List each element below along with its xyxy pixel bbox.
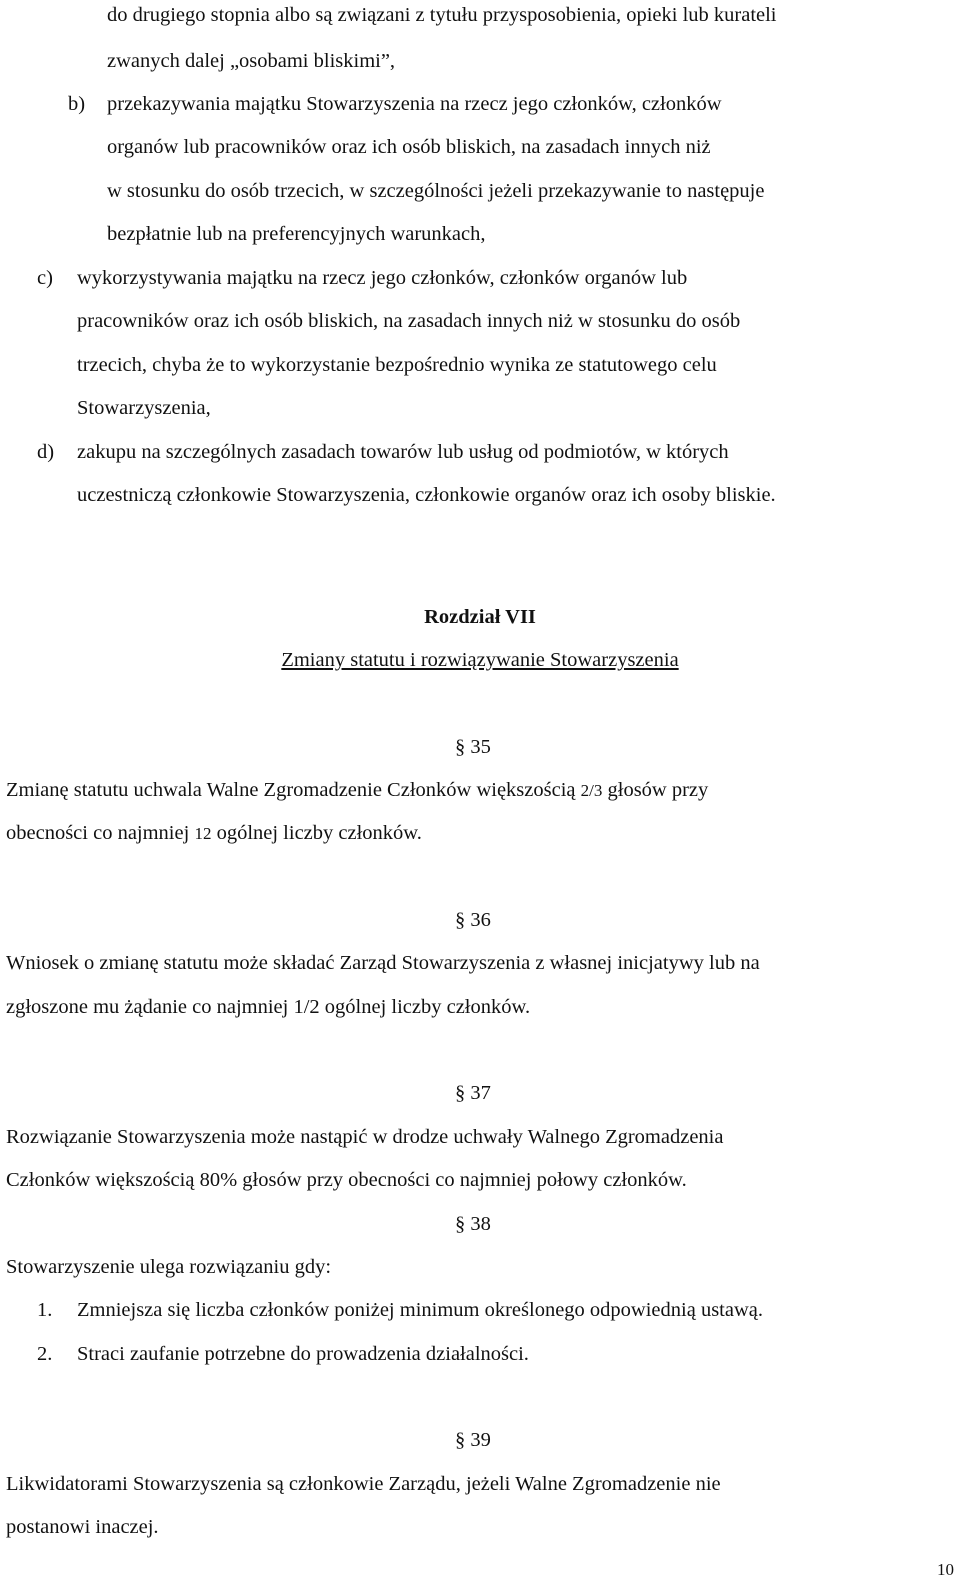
chapter-title xyxy=(0,647,960,673)
chapter-title-text: Zmiany statutu i rozwiązywanie Stowarzyszenia xyxy=(281,649,679,671)
section-39-line-2: postanowi inaczej. xyxy=(6,1516,159,1538)
section-36-line-2: zgłoszone mu żądanie co najmniej 1/2 ogólnej liczby członków. xyxy=(6,996,531,1018)
section-35-text-c: obecności co najmniej xyxy=(6,822,195,844)
section-38-item-2: Straci zaufanie potrzebne do prowadzenia działalności. xyxy=(77,1343,529,1365)
section-37-line-2: Członków większością 80% głosów przy obecności co najmniej połowy członków. xyxy=(6,1169,687,1191)
list-continuation-line-1: do drugiego stopnia albo są związani z tytułu przysposobienia, opieki lub kurateli xyxy=(107,4,777,26)
list-item-d-line-1: zakupu na szczególnych zasadach towarów lub usług od podmiotów, w których xyxy=(77,441,729,463)
list-item-b-line-4: bezpłatnie lub na preferencyjnych warunkach, xyxy=(107,223,486,245)
section-35-text-a: Zmianę statutu uchwala Walne Zgromadzenie Członków większością xyxy=(6,779,581,801)
chapter-heading: Rozdział VII xyxy=(424,606,536,628)
list-item-b-line-3: w stosunku do osób trzecich, w szczególności jeżeli przekazywanie to następuje xyxy=(107,180,765,202)
list-continuation-line-2: zwanych dalej „osobami bliskimi”, xyxy=(107,50,396,72)
section-sign: § xyxy=(455,1082,466,1104)
section-38-heading xyxy=(455,1211,491,1237)
list-marker-c: c) xyxy=(37,267,53,289)
section-35-line-2 xyxy=(6,820,422,847)
section-38-item-2-marker: 2. xyxy=(37,1343,53,1365)
section-37-heading xyxy=(455,1080,491,1106)
list-marker-b: b) xyxy=(68,93,86,115)
list-item-c-line-1: wykorzystywania majątku na rzecz jego członków, członków organów lub xyxy=(77,267,688,289)
section-sign: § xyxy=(455,909,466,931)
section-36-heading xyxy=(455,907,491,933)
page-number: 10 xyxy=(937,1560,954,1579)
list-item-d-line-2: uczestniczą członkowie Stowarzyszenia, członkowie organów oraz ich osoby bliskie. xyxy=(77,484,776,506)
list-item-b-line-2: organów lub pracowników oraz ich osób bliskich, na zasadach innych niż xyxy=(107,136,711,158)
list-marker-d: d) xyxy=(37,441,55,463)
section-37-line-1: Rozwiązanie Stowarzyszenia może nastąpić w drodze uchwały Walnego Zgromadzenia xyxy=(6,1126,724,1148)
section-37-number: 37 xyxy=(470,1082,491,1104)
section-35-fraction: 2/3 xyxy=(580,781,603,800)
section-sign: § xyxy=(455,1429,466,1451)
section-sign: § xyxy=(455,1213,466,1235)
section-35-text-d: ogólnej liczby członków. xyxy=(211,822,422,844)
list-item-c-line-3: trzecich, chyba że to wykorzystanie bezpośrednio wynika ze statutowego celu xyxy=(77,354,717,376)
section-35-line-1 xyxy=(6,777,708,804)
section-38-intro: Stowarzyszenie ulega rozwiązaniu gdy: xyxy=(6,1256,332,1278)
section-38-item-1: Zmniejsza się liczba członków poniżej minimum określonego odpowiednią ustawą. xyxy=(77,1299,763,1321)
section-35-heading xyxy=(455,734,491,760)
section-39-line-1: Likwidatorami Stowarzyszenia są członkowie Zarządu, jeżeli Walne Zgromadzenie nie xyxy=(6,1473,721,1495)
section-35-text-b: głosów przy xyxy=(602,779,709,801)
section-39-heading xyxy=(455,1427,491,1453)
section-38-item-1-marker: 1. xyxy=(37,1299,53,1321)
section-sign: § xyxy=(455,736,466,758)
list-item-c-line-4: Stowarzyszenia, xyxy=(77,397,211,419)
list-item-b-line-1: przekazywania majątku Stowarzyszenia na rzecz jego członków, członków xyxy=(107,93,722,115)
section-35-number: 35 xyxy=(470,736,491,758)
list-item-c-line-2: pracowników oraz ich osób bliskich, na zasadach innych niż w stosunku do osób xyxy=(77,310,741,332)
section-36-line-1: Wniosek o zmianę statutu może składać Zarząd Stowarzyszenia z własnej inicjatywy lub na xyxy=(6,952,760,974)
section-39-number: 39 xyxy=(470,1429,491,1451)
section-35-fraction-2: 12 xyxy=(194,824,212,843)
section-38-number: 38 xyxy=(470,1213,491,1235)
section-36-number: 36 xyxy=(470,909,491,931)
